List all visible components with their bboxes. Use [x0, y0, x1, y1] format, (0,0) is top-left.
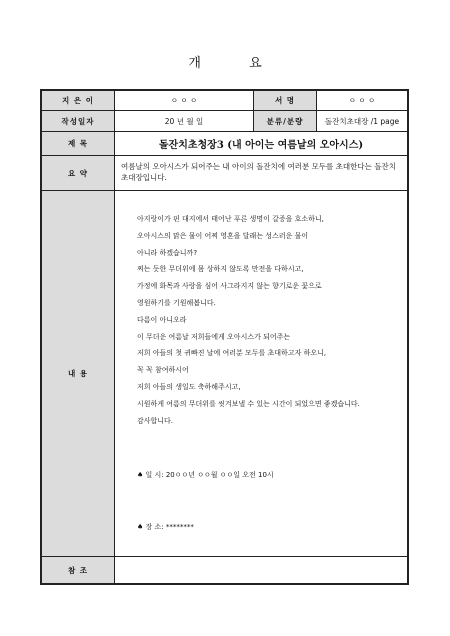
content-line: 찌는 듯한 무더위에 몸 상하지 않도록 만전을 다하시고,	[137, 265, 304, 274]
content-line: 가정에 화목과 사랑을 심어 사그라지지 않는 향기로운 꽃으로	[137, 282, 322, 291]
author-row	[42, 91, 407, 111]
reference-row	[42, 557, 407, 583]
date-label: 작성일자	[42, 111, 114, 131]
subject-row	[42, 132, 407, 156]
event-place: ♠ 장 소: ********	[137, 523, 194, 532]
reference-value	[114, 557, 407, 583]
signature-value: ㅇ ㅇ ㅇ	[316, 91, 407, 110]
reference-label: 참 조	[42, 557, 114, 583]
summary-label: 요 약	[42, 156, 114, 190]
date-row	[42, 111, 407, 132]
category-label: 분류/분량	[253, 111, 316, 131]
category-value: 돌잔치초대장 /1 page	[316, 111, 407, 131]
content-line: 저희 아들의 첫 귀빠진 날에 여러분 모두를 초대하고자 하오니,	[137, 349, 327, 358]
content-line: 저희 아들의 생일도 축하해주시고,	[137, 382, 241, 391]
document-title: 개 요	[188, 56, 284, 71]
content-label: 내 용	[42, 191, 114, 556]
signature-label: 서 명	[253, 91, 316, 110]
summary-form	[40, 89, 409, 585]
content-line: 꼭 꼭 참여하시어	[137, 366, 189, 375]
summary-row	[42, 156, 407, 191]
subject-label: 제 목	[42, 132, 114, 155]
content-row	[42, 191, 407, 557]
date-value: 20 년 월 일	[114, 111, 253, 131]
content-line: 영원하기를 기원해봅니다.	[137, 298, 216, 307]
content-line: 시원하게 여름의 무더위를 씻겨보낼 수 있는 시간이 되었으면 좋겠습니다.	[137, 399, 360, 408]
author-value: ㅇ ㅇ ㅇ	[114, 91, 253, 110]
content-line: 오아시스의 맑은 물이 어찌 영혼을 달래는 성스러운 물이	[137, 231, 309, 240]
summary-value: 여름날의 오아시스가 되어주는 내 아이의 돌잔치에 여러분 모두를 초대한다는 돌잔치초대장입니다.	[114, 156, 407, 190]
subject-value: 돌잔치초청장3 (내 아이는 여름날의 오아시스)	[114, 132, 407, 155]
event-time: ♠ 일 시: 20ㅇㅇ년 ㅇㅇ월 ㅇㅇ일 오전 10시	[137, 471, 274, 480]
content-line: 아지랑이가 핀 대지에서 태어난 푸른 생명이 갈증을 호소하니,	[137, 215, 324, 223]
content-body	[114, 191, 407, 556]
content-line: 다름이 아니오라	[137, 315, 187, 324]
author-label: 지 은 이	[42, 91, 114, 110]
content-line: 아니라 하겠습니까?	[137, 248, 198, 257]
content-line: 이 무더운 여름날 저희들에게 오아시스가 되어주는	[137, 332, 291, 341]
content-line: 감사합니다.	[137, 416, 174, 425]
